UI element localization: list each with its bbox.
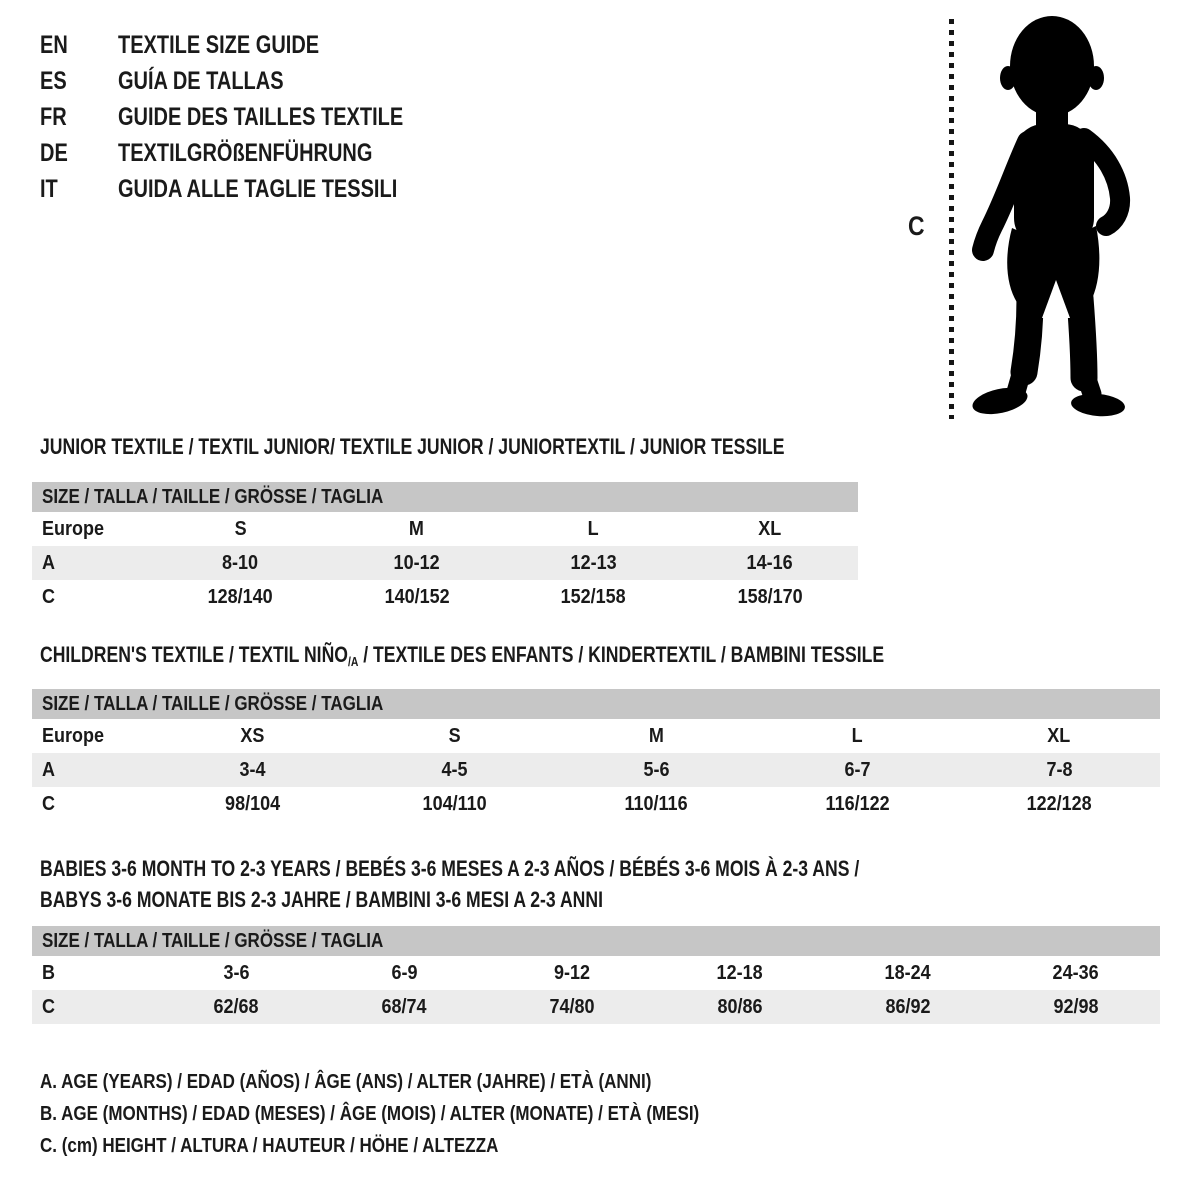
babies-height-row bbox=[32, 990, 1160, 1024]
height-measure-label: C bbox=[908, 211, 925, 241]
babies-height-2: 68/74 bbox=[381, 995, 427, 1018]
junior-section-title bbox=[40, 434, 971, 460]
babies-section-title bbox=[40, 853, 1064, 915]
junior-height-l: 152/158 bbox=[560, 585, 626, 608]
silhouette-shin-right bbox=[1084, 370, 1092, 394]
legend-line-a-text: A. AGE (YEARS) / EDAD (AÑOS) / ÂGE (ANS) / ALTER (JAHRE) / ETÀ (ANNI) bbox=[40, 1070, 652, 1093]
children-age-l: 6-7 bbox=[844, 758, 871, 781]
junior-age-m: 10-12 bbox=[393, 551, 440, 574]
lang-title-fr: GUIDE DES TAILLES TEXTILE bbox=[118, 102, 404, 131]
babies-size-table bbox=[32, 926, 1160, 1024]
children-section-title-text bbox=[40, 642, 884, 671]
legend-line-b bbox=[40, 1098, 816, 1130]
children-height-row bbox=[32, 787, 1160, 821]
babies-table-size-header bbox=[32, 926, 1160, 956]
junior-region-row bbox=[32, 512, 858, 546]
children-age-label: A bbox=[42, 758, 56, 781]
babies-months-5: 18-24 bbox=[884, 961, 932, 984]
babies-height-6: 92/98 bbox=[1053, 995, 1099, 1018]
children-age-s: 4-5 bbox=[441, 758, 468, 781]
toddler-silhouette bbox=[958, 12, 1150, 424]
lang-title-en: TEXTILE SIZE GUIDE bbox=[118, 30, 320, 59]
junior-size-s: S bbox=[234, 517, 247, 540]
lang-code-de: DE bbox=[40, 138, 68, 167]
children-height-l: 116/122 bbox=[825, 792, 890, 815]
lang-code-es: ES bbox=[40, 66, 67, 95]
children-size-header-text: SIZE / TALLA / TAILLE / GRÖSSE / TAGLIA bbox=[42, 692, 384, 715]
babies-height-4: 80/86 bbox=[717, 995, 763, 1018]
children-region-label: Europe bbox=[42, 724, 105, 747]
silhouette-foot-right bbox=[1070, 392, 1126, 419]
children-title-part1: CHILDREN'S TEXTILE / TEXTIL NIÑO bbox=[40, 642, 348, 667]
junior-age-xl: 14-16 bbox=[746, 551, 793, 574]
junior-size-xl: XL bbox=[758, 517, 782, 540]
babies-months-1: 3-6 bbox=[222, 961, 250, 984]
junior-age-s: 8-10 bbox=[222, 551, 259, 574]
silhouette-head bbox=[1010, 16, 1094, 116]
children-section-title bbox=[40, 642, 1095, 671]
children-size-m: M bbox=[648, 724, 664, 747]
babies-height-1: 62/68 bbox=[213, 995, 259, 1018]
babies-months-3: 9-12 bbox=[553, 961, 591, 984]
babies-height-label: C bbox=[42, 995, 56, 1018]
lang-title-es: GUÍA DE TALLAS bbox=[118, 66, 284, 95]
children-size-table bbox=[32, 689, 1160, 821]
children-height-label: C bbox=[42, 792, 56, 815]
babies-months-6: 24-36 bbox=[1052, 961, 1100, 984]
babies-height-3: 74/80 bbox=[549, 995, 595, 1018]
junior-age-row bbox=[32, 546, 858, 580]
children-size-s: S bbox=[448, 724, 461, 747]
children-age-xs: 3-4 bbox=[239, 758, 266, 781]
silhouette-shin-left bbox=[1016, 364, 1024, 392]
legend-line-c bbox=[40, 1130, 816, 1162]
babies-title-line2: BABYS 3-6 MONATE BIS 2-3 JAHRE / BAMBINI 3-6 MESI A 2-3 ANNI bbox=[40, 887, 603, 912]
lang-row-de bbox=[40, 135, 475, 171]
junior-size-m: M bbox=[409, 517, 425, 540]
height-measure-dashed-line bbox=[949, 19, 954, 419]
junior-size-table bbox=[32, 482, 858, 614]
lang-code-en: EN bbox=[40, 30, 68, 59]
children-age-xl: 7-8 bbox=[1046, 758, 1073, 781]
babies-months-4: 12-18 bbox=[716, 961, 764, 984]
junior-size-l: L bbox=[587, 517, 599, 540]
junior-height-xl: 158/170 bbox=[737, 585, 803, 608]
legend-line-b-text: B. AGE (MONTHS) / EDAD (MESES) / ÂGE (MOIS) / ALTER (MONATE) / ETÀ (MESI) bbox=[40, 1102, 700, 1125]
junior-height-label: C bbox=[42, 585, 56, 608]
babies-months-2: 6-9 bbox=[390, 961, 418, 984]
children-height-s: 104/110 bbox=[422, 792, 487, 815]
children-size-l: L bbox=[852, 724, 864, 747]
children-size-xl: XL bbox=[1047, 724, 1071, 747]
babies-title-line1: BABIES 3-6 MONTH TO 2-3 YEARS / BEBÉS 3-6 MESES A 2-3 AÑOS / BÉBÉS 3-6 MOIS À 2-3 ANS / bbox=[40, 856, 860, 881]
children-age-row bbox=[32, 753, 1160, 787]
lang-code-fr: FR bbox=[40, 102, 67, 131]
lang-row-it bbox=[40, 171, 475, 207]
babies-height-5: 86/92 bbox=[885, 995, 931, 1018]
children-size-xs: XS bbox=[240, 724, 265, 747]
legend-line-a bbox=[40, 1066, 816, 1098]
lang-code-it: IT bbox=[40, 174, 58, 203]
junior-size-header-text: SIZE / TALLA / TAILLE / GRÖSSE / TAGLIA bbox=[42, 485, 384, 508]
lang-row-en bbox=[40, 27, 475, 63]
junior-height-m: 140/152 bbox=[384, 585, 450, 608]
children-height-xs: 98/104 bbox=[225, 792, 281, 815]
junior-height-row bbox=[32, 580, 858, 614]
lang-title-it: GUIDA ALLE TAGLIE TESSILI bbox=[118, 174, 398, 203]
babies-size-header-text: SIZE / TALLA / TAILLE / GRÖSSE / TAGLIA bbox=[42, 929, 384, 952]
children-height-m: 110/116 bbox=[624, 792, 688, 815]
children-height-xl: 122/128 bbox=[1026, 792, 1092, 815]
children-age-m: 5-6 bbox=[642, 758, 669, 781]
babies-months-label: B bbox=[42, 961, 56, 984]
junior-age-l: 12-13 bbox=[570, 551, 617, 574]
children-title-subscript: /A bbox=[347, 654, 359, 669]
lang-row-fr bbox=[40, 99, 475, 135]
children-table-size-header bbox=[32, 689, 1160, 719]
legend-line-c-text: C. (cm) HEIGHT / ALTURA / HAUTEUR / HÖHE / ALTEZZA bbox=[40, 1134, 499, 1157]
junior-region-label: Europe bbox=[42, 517, 105, 540]
babies-months-row bbox=[32, 956, 1160, 990]
language-title-block bbox=[40, 27, 475, 207]
lang-title-de: TEXTILGRÖßENFÜHRUNG bbox=[118, 138, 373, 167]
children-title-part2: / TEXTILE DES ENFANTS / KINDERTEXTIL / BAMBINI TESSILE bbox=[358, 642, 885, 667]
legend-block bbox=[40, 1066, 816, 1162]
junior-age-label: A bbox=[42, 551, 56, 574]
lang-row-es bbox=[40, 63, 475, 99]
junior-height-s: 128/140 bbox=[207, 585, 273, 608]
junior-table-size-header bbox=[32, 482, 858, 512]
junior-section-title-text: JUNIOR TEXTILE / TEXTIL JUNIOR/ TEXTILE JUNIOR / JUNIORTEXTIL / JUNIOR TESSILE bbox=[40, 434, 785, 459]
children-region-row bbox=[32, 719, 1160, 753]
